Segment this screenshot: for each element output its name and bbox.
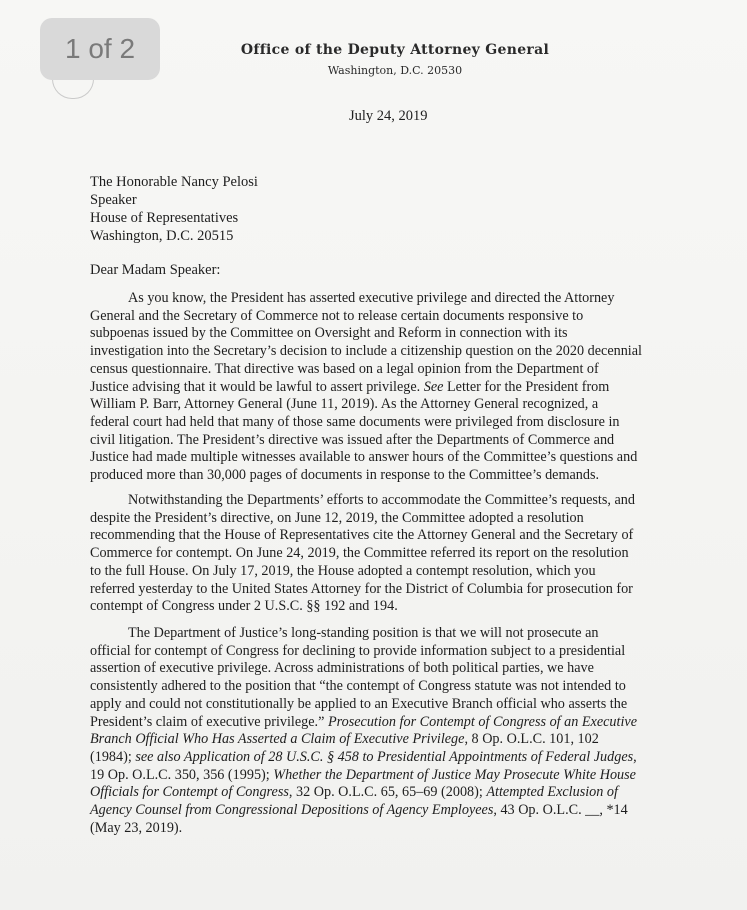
paragraph-line: assertion of executive privilege. Across administrations of both political parties, we have (90, 660, 594, 677)
paragraph-line: Commerce for contempt. On June 24, 2019, the Committee referred its report on the resolution (90, 545, 629, 562)
paragraph-line: apply and could not constitutionally be applied to an Executive Branch official who asserts the (90, 695, 628, 712)
paragraph-line: Justice had made multiple witnesses available to answer hours of the Committee’s questions and (90, 449, 638, 466)
citation-italic: Branch Official Who Has Asserted a Claim of Executive Privilege (90, 731, 465, 748)
citation-italic: Prosecution for Contempt of Congress of an Executive (327, 713, 638, 730)
paragraph-line: investigation into the Secretary’s decision to include a citizenship question on the 2020 decennial (90, 343, 642, 360)
body-paragraph-3 (90, 625, 700, 837)
letterhead (180, 42, 610, 77)
body-paragraph-2 (90, 492, 700, 616)
salutation: Dear Madam Speaker: (90, 262, 221, 278)
body-paragraph-1 (90, 290, 700, 485)
paragraph-line: Officials for Contempt of Congress, 32 Op. O.L.C. 65, 65–69 (2008); Attempted Exclusion of (90, 784, 618, 801)
citation-italic: Officials for Contempt of Congress (90, 784, 289, 801)
addressee-line: Washington, D.C. 20515 (90, 228, 234, 244)
paragraph-line: subpoenas issued by the Committee on Oversight and Reform in connection with its (90, 325, 568, 342)
paragraph-line: William P. Barr, Attorney General (June 11, 2019). As the Attorney General recognized, a (90, 396, 599, 413)
addressee-line: Speaker (90, 192, 137, 208)
paragraph-line: despite the President’s directive, on June 12, 2019, the Committee adopted a resolution (90, 509, 584, 526)
page-indicator: 1 of 2 (40, 18, 160, 80)
paragraph-line: Notwithstanding the Departments’ efforts to accommodate the Committee’s requests, and (128, 492, 635, 508)
paragraph-line: President’s claim of executive privilege.” Prosecution for Contempt of Congress of an Executive (90, 713, 638, 730)
citation-italic: Whether the Department of Justice May Prosecute White House (273, 766, 636, 783)
letterhead-address: Washington, D.C. 20530 (327, 64, 463, 77)
paragraph-line: 19 Op. O.L.C. 350, 356 (1995); Whether the Department of Justice May Prosecute White House (90, 766, 636, 783)
addressee-line: The Honorable Nancy Pelosi (90, 174, 258, 190)
letter-date: July 24, 2019 (349, 108, 428, 124)
addressee-block (90, 173, 258, 245)
paragraph-line: The Department of Justice’s long-standing position is that we will not prosecute an (128, 625, 599, 641)
paragraph-line: Justice advising that it would be lawful to assert privilege. See Letter for the President from (90, 378, 610, 395)
paragraph-line: to the full House. On July 17, 2019, the House adopted a contempt resolution, which you (90, 562, 596, 579)
citation-italic: Agency Counsel from Congressional Depositions of Agency Employees (90, 802, 494, 819)
paragraph-line: (May 23, 2019). (90, 819, 183, 836)
paragraph-line: recommending that the House of Representatives cite the Attorney General and the Secretary of (90, 527, 634, 544)
paragraph-line: official for contempt of Congress for declining to provide information subject to a presidential (90, 642, 626, 659)
paragraph-line: As you know, the President has asserted executive privilege and directed the Attorney (128, 290, 615, 306)
paragraph-line: General and the Secretary of Commerce not to release certain documents responsive to (90, 307, 584, 324)
paragraph-line: consistently adhered to the position that “the contempt of Congress statute was not intended to (90, 678, 626, 695)
citation-italic: See (423, 378, 444, 395)
citation-italic: Attempted Exclusion of (486, 784, 618, 801)
letterhead-office: Office of the Deputy Attorney General (240, 42, 550, 58)
paragraph-line: federal court had held that many of those same documents were privileged from disclosure in (90, 413, 620, 430)
paragraph-line: (1984); see also Application of 28 U.S.C. § 458 to Presidential Appointments of Federal Judges, (90, 748, 637, 765)
paragraph-line: contempt of Congress under 2 U.S.C. §§ 192 and 194. (90, 598, 398, 615)
citation-italic: see also Application of 28 U.S.C. § 458 to Presidential Appointments of Federal Judges (135, 748, 634, 765)
paragraph-line: produced more than 30,000 pages of documents in response to the Committee’s demands. (90, 467, 600, 484)
addressee-line: House of Representatives (90, 210, 239, 226)
paragraph-line: civil litigation. The President’s directive was issued after the Departments of Commerce and (90, 431, 615, 448)
paragraph-line: census questionnaire. That directive was based on a legal opinion from the Department of (90, 360, 599, 377)
paragraph-line: Agency Counsel from Congressional Depositions of Agency Employees, 43 Op. O.L.C. __, *14 (90, 802, 628, 819)
paragraph-line: Branch Official Who Has Asserted a Claim of Executive Privilege, 8 Op. O.L.C. 101, 102 (90, 731, 599, 748)
paragraph-line: referred yesterday to the United States Attorney for the District of Columbia for prosecution for (90, 580, 633, 597)
